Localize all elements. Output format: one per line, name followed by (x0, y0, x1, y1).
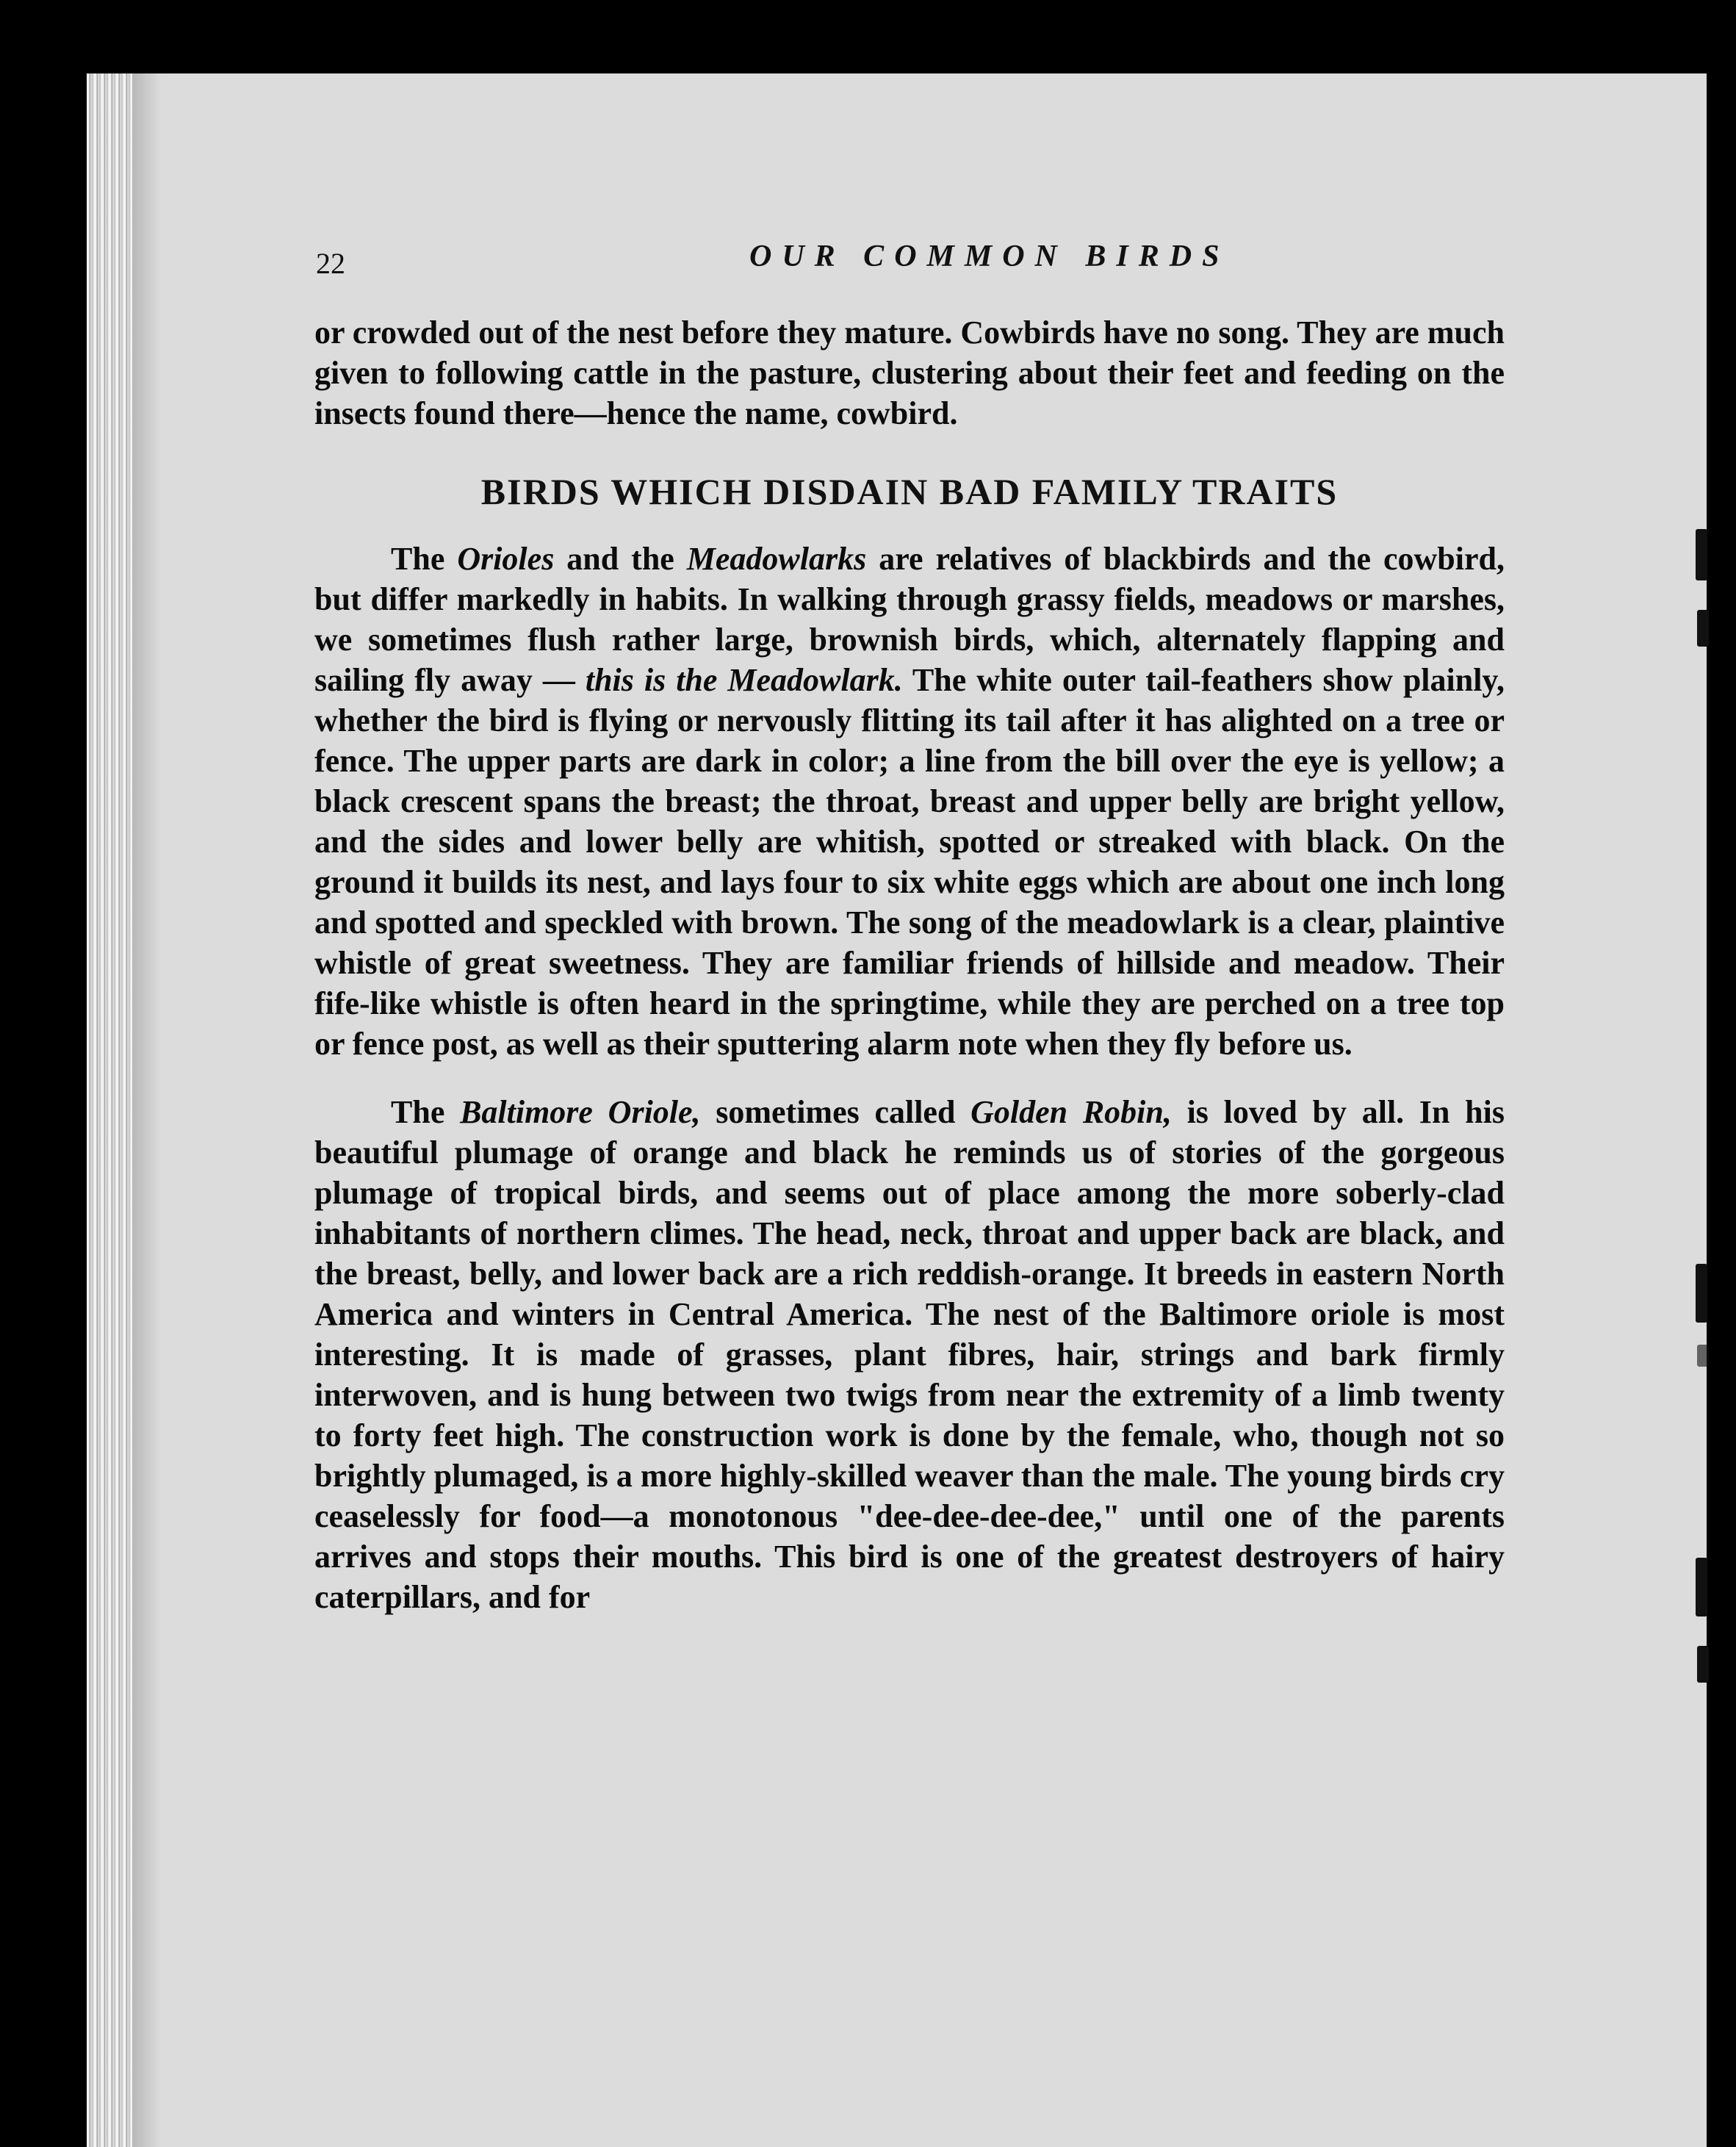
edge-mark (1696, 1264, 1707, 1323)
text-run: The (391, 1094, 461, 1130)
italic-term-baltimore-oriole: Baltimore Oriole, (460, 1094, 701, 1130)
right-edge-marks (1690, 514, 1719, 1763)
section-heading: BIRDS WHICH DISDAIN BAD FAMILY TRAITS (480, 471, 1339, 512)
oriole-paragraph (314, 1092, 1505, 1617)
text-run: The white outer tail-feathers show plainly, whether the bird is flying or nervously flitting its tail after it has alighted on a tree or fence. The upper parts are dark in color; a line from the bill over the eye is yellow; a black crescent spans the breast; the throat, breast and upper belly are bright yellow, and the sides and lower belly are whitish, spotted or streaked with black. On the ground it builds its nest, and lays four to six white eggs which are about one inch long and spotted and speckled with brown. The song of the meadowlark is a clear, plaintive whistle of great sweetness. They are familiar friends of hillside and meadow. Their fife-like whistle is often heard in the springtime, while they are perched on a tree top or fence post, as well as their sputtering alarm note when they fly before us. (314, 662, 1505, 1062)
edge-mark (1697, 610, 1709, 647)
page-body (314, 312, 1505, 1617)
edge-mark (1696, 1558, 1707, 1616)
page-edge-stack (87, 73, 132, 2147)
edge-mark (1696, 529, 1707, 580)
text-run: is loved by all. In his beautiful plumage of orange and black he reminds us of stories of the gorgeous plumage of tropical birds, and seems out of place among the more soberly-clad inhabitants of northern climes. The head, neck, throat and upper back are black, and the breast, belly, and lower back are a rich reddish-orange. It breeds in eastern North America and winters in Central America. The nest of the Baltimore oriole is most interesting. It is made of grasses, plant fibres, hair, strings and bark firmly interwoven, and is hung between two twigs from near the extremity of a limb twenty to forty feet high. The construction work is done by the female, who, though not so brightly plumaged, is a more highly-skilled weaver than the male. The young birds cry ceaselessly for food—a monotonous "dee-dee-dee-dee," until one of the parents arrives and stops their mouths. This bird is one of the greatest destroyers of hairy caterpillars, and for (314, 1094, 1505, 1615)
gutter-shadow (132, 73, 162, 2147)
italic-term-orioles: Orioles (457, 541, 555, 577)
meadowlark-paragraph (314, 539, 1505, 1064)
running-title: OUR COMMON BIRDS (749, 240, 1230, 273)
text-run: sometimes called (700, 1094, 971, 1130)
page-number: 22 (316, 247, 345, 280)
text-run: are relatives of blackbirds and the cowbird, but differ markedly in habits. In walking through grassy fields, meadows or marshes, we sometimes flush rather large, brownish birds, which, alternately flapping and sailing fly away — (314, 541, 1505, 698)
italic-phrase-meadowlark: this is the Meadowlark. (585, 662, 903, 698)
text-run: The (391, 541, 458, 577)
italic-term-meadowlarks: Meadowlarks (686, 541, 867, 577)
book-page (87, 73, 1707, 2147)
edge-mark (1697, 1345, 1709, 1367)
page-header (316, 239, 1609, 290)
italic-term-golden-robin: Golden Robin, (970, 1094, 1172, 1130)
continuation-paragraph: or crowded out of the nest before they mature. Cowbirds have no song. They are much given to following cattle in the pasture, clustering about their feet and feeding on the insects found there—hence the name, cowbird. (314, 314, 1505, 431)
text-run: and the (554, 541, 687, 577)
edge-mark (1697, 1646, 1709, 1683)
